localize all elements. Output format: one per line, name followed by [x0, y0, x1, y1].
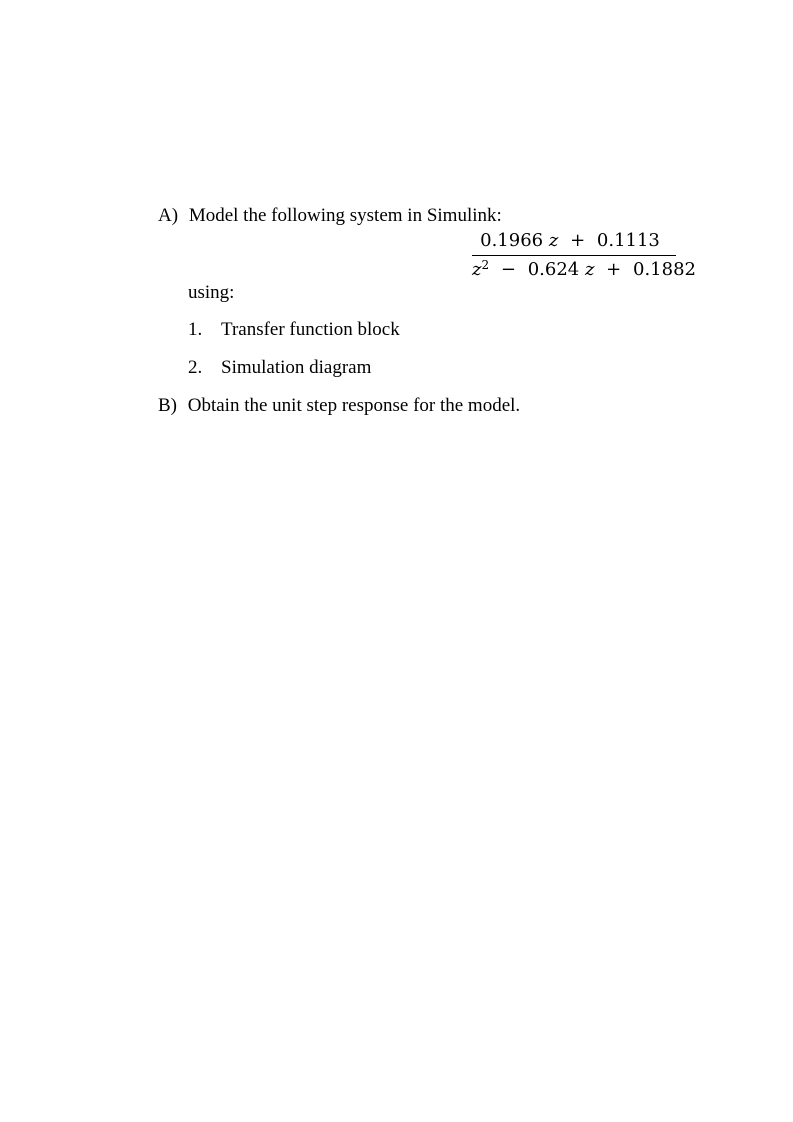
- part-b-text: Obtain the unit step response for the model.: [187, 395, 521, 416]
- part-a-line: [158, 205, 502, 227]
- transfer-function-equation: [472, 230, 696, 281]
- denominator-operator-minus: −: [500, 259, 516, 280]
- denominator-variable-z: z: [584, 259, 595, 280]
- method-1-marker: 1.: [188, 319, 203, 340]
- numerator-constant: 0.1113: [596, 230, 660, 251]
- denominator-exponent: 2: [481, 258, 490, 272]
- equation-numerator: [472, 230, 676, 252]
- method-1-text: Transfer function block: [221, 319, 400, 340]
- part-a-text: Model the following system in Simulink:: [188, 205, 502, 226]
- part-a-marker: A): [158, 205, 179, 226]
- using-label: using:: [188, 282, 235, 303]
- denominator-variable: z: [472, 259, 482, 280]
- equation-denominator: [472, 258, 696, 281]
- method-item-1: [188, 319, 400, 341]
- fraction-bar: [472, 255, 676, 256]
- numerator-coefficient: 0.1966: [480, 230, 544, 251]
- method-2-text: Simulation diagram: [221, 357, 372, 378]
- numerator-operator: +: [570, 230, 586, 251]
- numerator-variable: z: [548, 230, 559, 251]
- part-b-line: [158, 395, 520, 417]
- method-2-marker: 2.: [188, 357, 203, 378]
- denominator-coefficient: 0.624: [527, 259, 580, 280]
- denominator-constant: 0.1882: [633, 259, 696, 280]
- part-b-marker: B): [158, 395, 177, 416]
- denominator-operator-plus: +: [606, 259, 622, 280]
- method-item-2: [188, 357, 371, 379]
